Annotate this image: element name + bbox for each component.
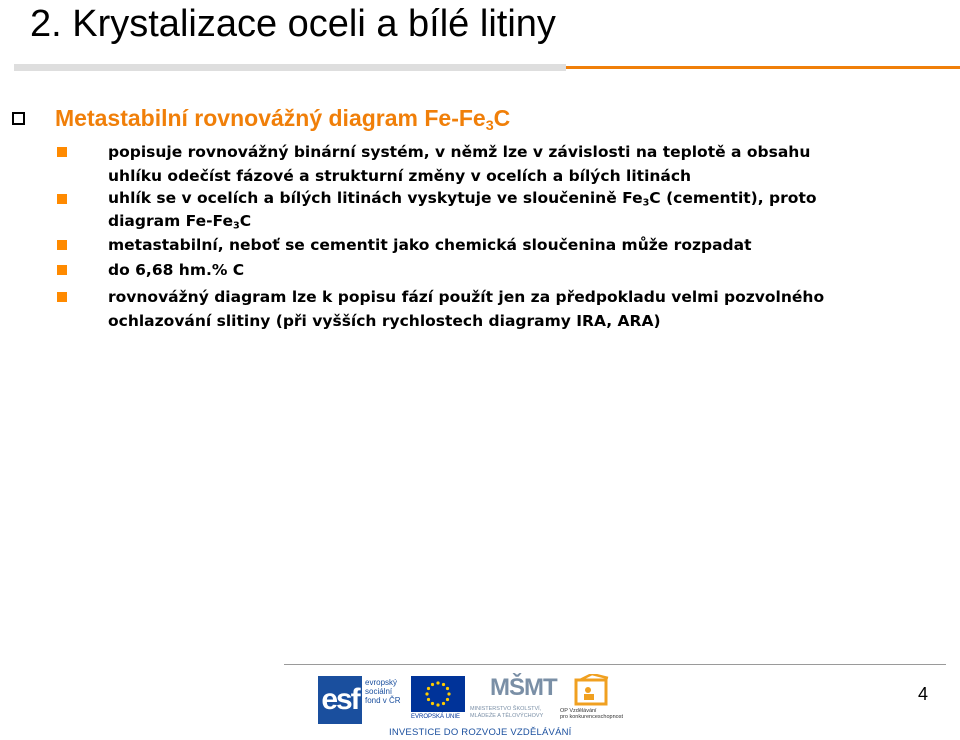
eu-text: EVROPSKÁ UNIE bbox=[411, 714, 461, 720]
title-divider-orange bbox=[566, 66, 960, 69]
title-divider-gray bbox=[14, 64, 566, 71]
orange-square-bullet-icon bbox=[57, 240, 67, 250]
bullet-2-line-2-a: diagram Fe-Fe bbox=[108, 212, 233, 230]
bullet-5-line-2: ochlazování slitiny (při vyšších rychlostech diagramy IRA, ARA) bbox=[108, 312, 661, 330]
bullet-2-line-1-b: C (cementit), proto bbox=[649, 189, 817, 207]
investice-slogan: INVESTICE DO ROZVOJE VZDĚLÁVÁNÍ bbox=[389, 727, 572, 738]
footer-divider bbox=[284, 664, 946, 665]
section-heading bbox=[12, 102, 510, 134]
msmt-text: MINISTERSTVO ŠKOLSTVÍ, MLÁDEŽE A TĚLOVÝCHOVY bbox=[470, 706, 544, 719]
bullet-1-line-1: popisuje rovnovážný binární systém, v němž lze v závislosti na teplotě a obsahu bbox=[108, 143, 811, 161]
bullet-4-line-1: do 6,68 hm.% C bbox=[108, 261, 245, 279]
orange-square-bullet-icon bbox=[57, 147, 67, 157]
bullet-2-line-1-a: uhlík se v ocelích a bílých litinách vyskytuje ve sloučenině Fe bbox=[108, 189, 643, 207]
heading-main: Metastabilní rovnovážný diagram Fe-Fe bbox=[55, 104, 486, 131]
page-number: 4 bbox=[918, 684, 929, 704]
eu-flag-icon bbox=[411, 676, 465, 712]
orange-square-bullet-icon bbox=[57, 292, 67, 302]
msmt-mark: MŠMT bbox=[490, 674, 557, 701]
orange-square-bullet-icon bbox=[57, 194, 67, 204]
bullet-2-subscript-1: 3 bbox=[642, 197, 650, 209]
hollow-square-bullet-icon bbox=[12, 112, 25, 125]
op-house-icon bbox=[572, 674, 612, 706]
bullet-3-line-1: metastabilní, neboť se cementit jako chemická sloučenina může rozpadat bbox=[108, 236, 752, 254]
slide-title: 2. Krystalizace oceli a bílé litiny bbox=[30, 3, 556, 45]
bullet-2-subscript-2: 3 bbox=[233, 220, 240, 232]
section-heading-text bbox=[55, 105, 510, 132]
esf-text: evropský sociální fond v ČR bbox=[365, 678, 401, 705]
bullet-2-line-2-b: C bbox=[239, 212, 252, 230]
orange-square-bullet-icon bbox=[57, 265, 67, 275]
heading-end: C bbox=[493, 104, 511, 131]
op-logo bbox=[560, 674, 624, 724]
esf-mark: esf bbox=[318, 676, 362, 724]
heading-subscript: 3 bbox=[485, 117, 494, 134]
esf-logo bbox=[318, 676, 408, 724]
bullet-2-line-1 bbox=[108, 186, 960, 210]
eu-logo bbox=[411, 676, 465, 724]
msmt-logo bbox=[470, 674, 560, 724]
bullet-2-line-2 bbox=[108, 209, 960, 233]
op-text: OP Vzdělávání pro konkurenceschopnost bbox=[560, 708, 623, 720]
bullet-5-line-1: rovnovážný diagram lze k popisu fází použít jen za předpokladu velmi pozvolného bbox=[108, 288, 825, 306]
bullet-1-line-2: uhlíku odečíst fázové a strukturní změny v ocelích a bílých litinách bbox=[108, 167, 692, 185]
